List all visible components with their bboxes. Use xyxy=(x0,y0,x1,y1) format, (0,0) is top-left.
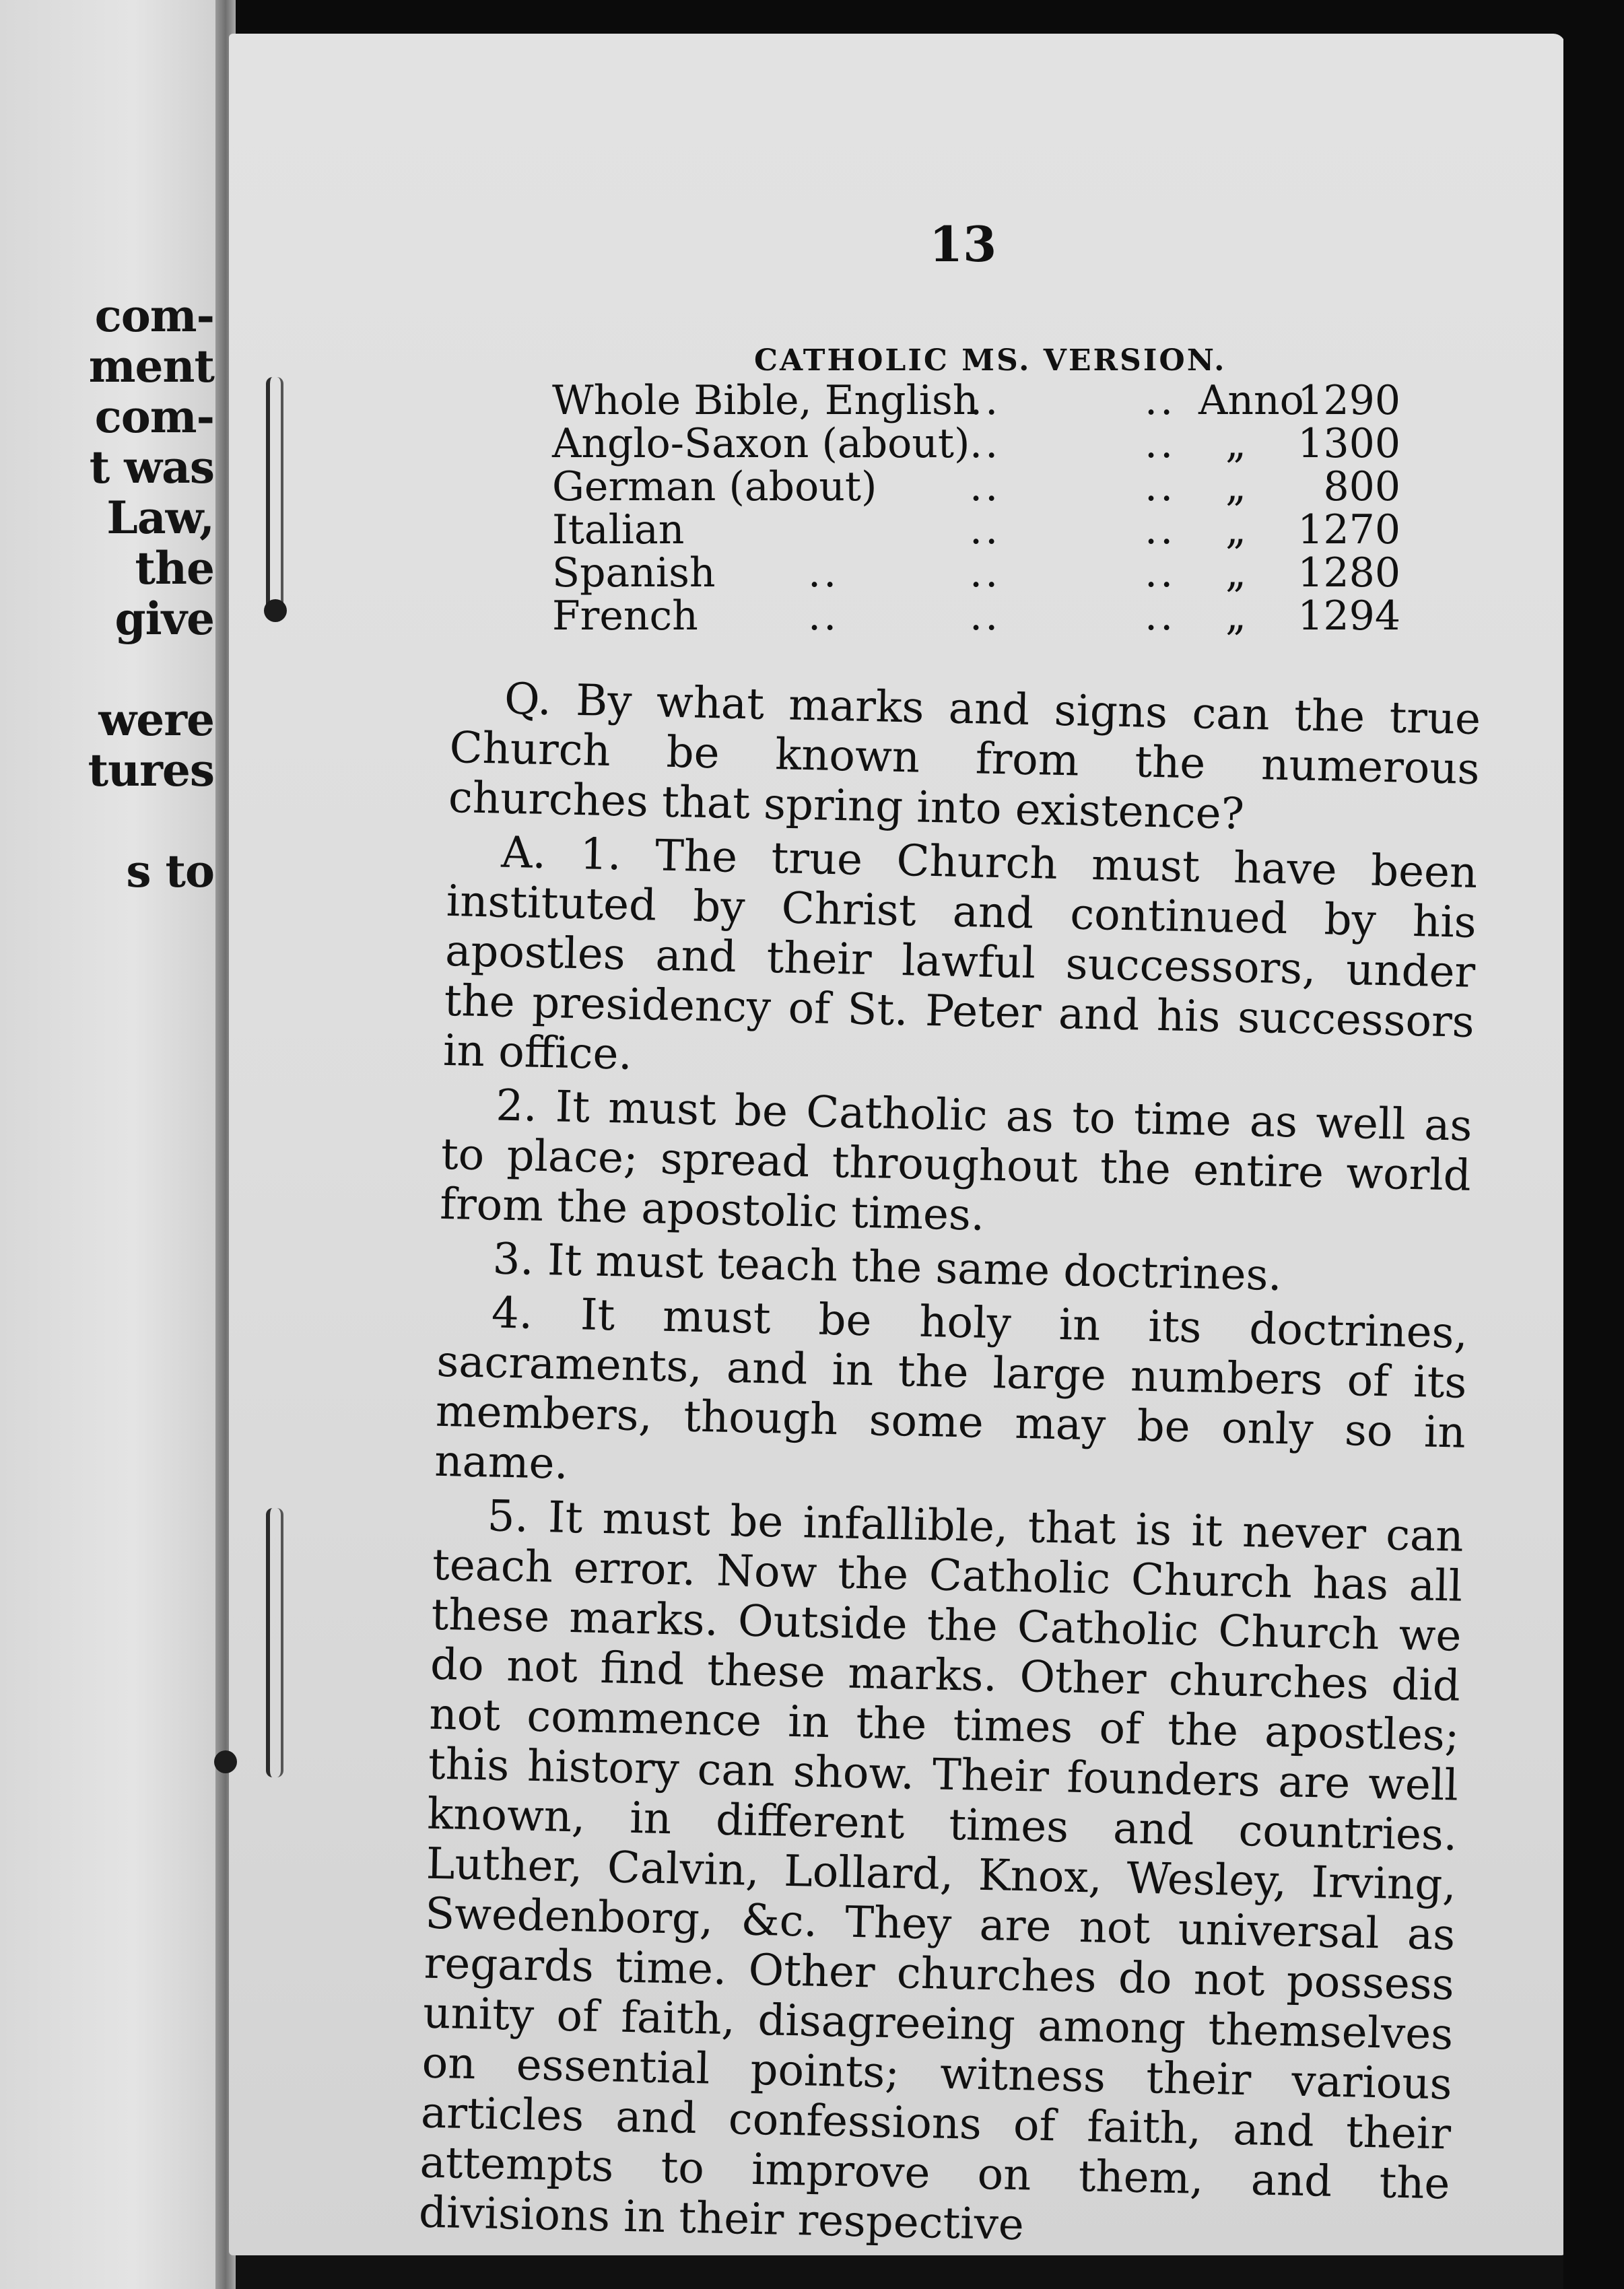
version-row xyxy=(552,420,1400,467)
facing-text-fragment: ment xyxy=(88,340,214,392)
ditto-mark: „ xyxy=(1225,506,1247,553)
ditto-mark: „ xyxy=(1225,592,1247,640)
leader-dots: .. xyxy=(970,506,1001,553)
facing-text-fragment: Law, xyxy=(106,491,214,544)
leader-dots: .. xyxy=(1145,506,1176,553)
body-text xyxy=(418,673,1481,2263)
version-language: Anglo-Saxon (about) xyxy=(552,420,970,467)
binding-knot xyxy=(264,599,287,622)
version-language: French xyxy=(552,592,698,640)
ditto-mark: „ xyxy=(1225,420,1247,467)
leader-dots: .. xyxy=(970,377,1001,424)
version-year: 1290 xyxy=(1297,377,1400,424)
version-language: Spanish xyxy=(552,549,716,596)
scan-right-edge xyxy=(1563,0,1624,2289)
leader-dots: .. xyxy=(1145,549,1176,596)
page-number: 13 xyxy=(929,215,997,273)
facing-text-fragment: tures xyxy=(88,744,214,796)
question-paragraph: Q. By what marks and signs can the true Church be known from the numerous churches that spring into existence? xyxy=(448,674,1481,840)
answer-paragraph: 3. It must teach the same doctrines. xyxy=(492,1234,1283,1301)
answer-paragraph: 4. It must be holy in its doctrines, sacraments, and in the large numbers of its members, though some may be only so in name. xyxy=(434,1288,1468,1489)
leader-dots: .. xyxy=(1145,463,1176,510)
facing-text-fragment: give xyxy=(114,592,214,645)
leader-dots: .. xyxy=(1145,377,1176,424)
answer-paragraph: 5. It must be infallible, that is it never can teach error. Now the Catholic Church has all these marks. Outside the Catholic Church we do not find these marks. Other churches did not commence in the times of the apostles; this history can show. Their founders are well known, in different times and countries. Luther, Calvin, Lollard, Knox, Wesley, Irving, Swedenborg, &c. They are not universal as regards time. Other churches do not possess unity of faith, disagreeing among themselves on essential points; witness their various articles and confessions of faith, and their attempts to improve on them, and the divisions in their respective xyxy=(418,1491,1464,2251)
leader-dots: .. xyxy=(970,420,1001,467)
version-year: 1280 xyxy=(1297,549,1400,596)
facing-text-fragment: t was xyxy=(89,441,214,493)
facing-page-fragment xyxy=(0,0,222,2289)
leader-dots: .. xyxy=(808,592,840,640)
binding-stitch xyxy=(266,377,283,619)
facing-text-fragment: the xyxy=(135,542,214,594)
version-table xyxy=(552,377,1400,640)
facing-text-fragment: com- xyxy=(94,390,214,443)
facing-text-fragment: s to xyxy=(126,845,214,897)
leader-dots: .. xyxy=(1145,592,1176,640)
ditto-mark: „ xyxy=(1225,549,1247,596)
ditto-mark: „ xyxy=(1225,463,1247,510)
facing-text-fragment: were xyxy=(98,693,214,746)
binding-knot xyxy=(214,1750,237,1773)
leader-dots: .. xyxy=(970,592,1001,640)
version-row xyxy=(552,377,1400,424)
leader-dots: .. xyxy=(970,463,1001,510)
version-language: Whole Bible, English xyxy=(552,377,979,424)
version-row xyxy=(552,463,1400,510)
answer-paragraph: A. 1. The true Church must have been instituted by Christ and continued by his apostles and their lawful successors, under the presidency of St. Peter and his successors in office. xyxy=(442,827,1478,1080)
answer-paragraph: 2. It must be Catholic as to time as well as to place; spread throughout the entire world from the apostolic times. xyxy=(439,1081,1473,1241)
version-language: German (about) xyxy=(552,463,877,510)
version-language: Italian xyxy=(552,506,685,553)
leader-dots: .. xyxy=(1145,420,1176,467)
facing-text-fragment: com- xyxy=(94,289,214,342)
version-row xyxy=(552,549,1400,596)
section-heading: CATHOLIC MS. VERSION. xyxy=(754,343,1227,378)
version-year: 1300 xyxy=(1297,420,1400,467)
leader-dots: .. xyxy=(808,549,840,596)
leader-dots: .. xyxy=(970,549,1001,596)
version-year: 800 xyxy=(1323,463,1400,510)
version-year: 1294 xyxy=(1297,592,1400,640)
version-year: 1270 xyxy=(1297,506,1400,553)
binding-stitch xyxy=(266,1508,283,1777)
version-anno: Anno xyxy=(1198,377,1304,424)
version-row xyxy=(552,592,1400,640)
version-row xyxy=(552,506,1400,553)
